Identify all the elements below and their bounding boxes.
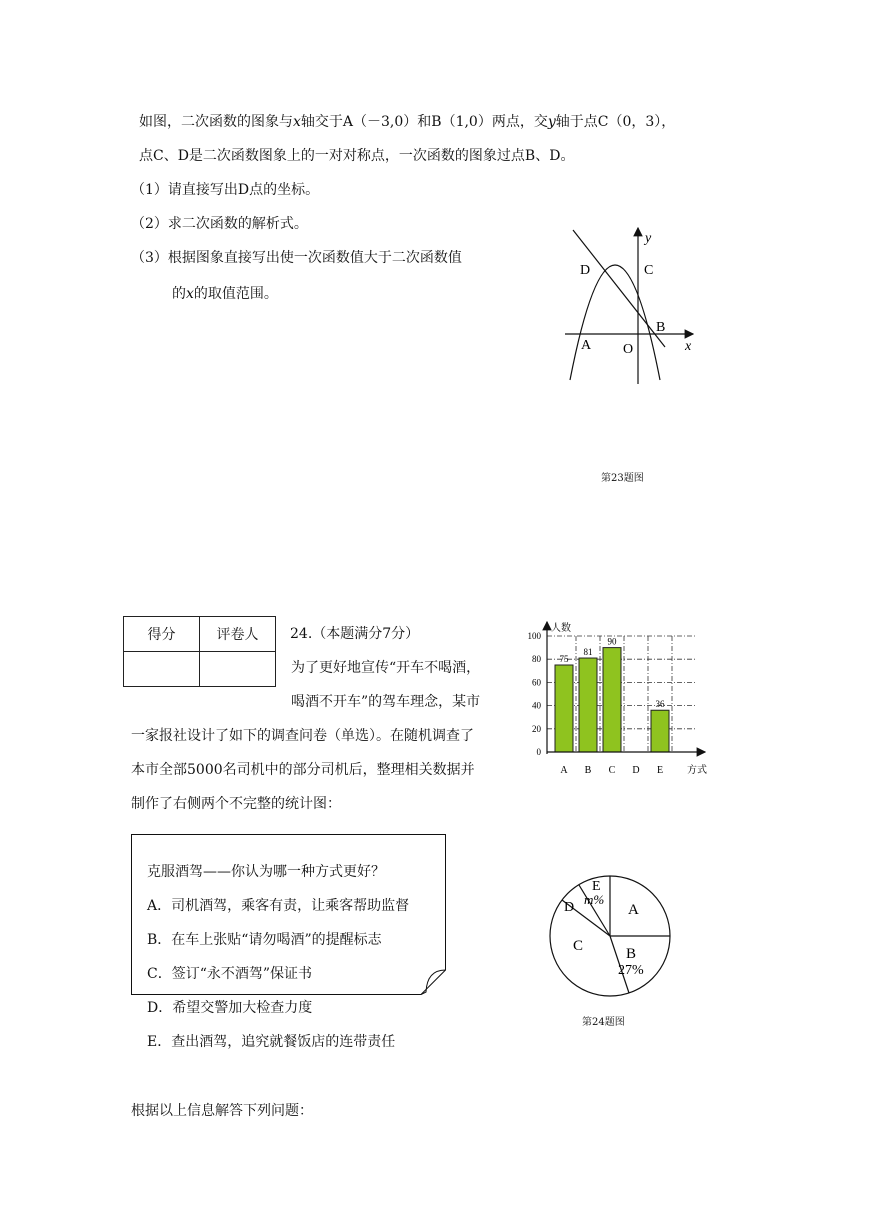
survey-option-c: C．签订“永不酒驾”保证书 bbox=[147, 966, 313, 982]
grader-header: 评卷人 bbox=[200, 617, 276, 652]
q23-label-C: C bbox=[644, 263, 654, 278]
bar-b bbox=[579, 658, 597, 752]
survey-option-b: B．在车上张贴“请勿喝酒”的提醒标志 bbox=[147, 932, 382, 948]
bar-value-label-c: 90 bbox=[607, 636, 617, 647]
bar-x-tick-label-a: A bbox=[560, 765, 568, 776]
bar-value-label-b: 81 bbox=[583, 647, 593, 658]
bar-x-tick-label-c: C bbox=[608, 765, 616, 776]
q24-closing: 根据以上信息解答下列问题： bbox=[131, 1103, 313, 1119]
q23-label-O: O bbox=[623, 342, 634, 357]
q23-caption: 第23题图 bbox=[601, 473, 644, 484]
q23-line1-post: 轴于点C（0，3）， bbox=[555, 114, 676, 130]
q23-x-var: x bbox=[293, 114, 301, 130]
bar-x-tick-label-d: D bbox=[632, 765, 640, 776]
q23-line1-pre: 如图，二次函数的图象与 bbox=[139, 114, 293, 130]
q23-part3-pre: 的 bbox=[172, 286, 186, 302]
bar-a bbox=[555, 665, 573, 752]
bar-e bbox=[651, 710, 669, 752]
bar-value-label-a: 75 bbox=[559, 654, 569, 664]
pie-label-b: B bbox=[626, 946, 637, 962]
survey-option-a: A．司机酒驾，乘客有责，让乘客帮助监督 bbox=[147, 898, 410, 914]
q24-intro-line3: 一家报社设计了如下的调查问卷（单选）。在随机调查了 bbox=[131, 728, 474, 744]
q23-part3-var: x bbox=[186, 286, 194, 302]
bar-y-tick-label: 100 bbox=[527, 631, 541, 641]
q23-line1 bbox=[139, 112, 675, 132]
grader-cell[interactable] bbox=[200, 652, 276, 687]
q23-label-y: y bbox=[645, 231, 652, 246]
q23-line2: 点C、D是二次函数图象上的一对对称点，一次函数的图象过点B、D。 bbox=[139, 148, 575, 164]
pie-chart bbox=[548, 874, 674, 1000]
pie-label-c: C bbox=[573, 938, 584, 954]
q23-part3-line2 bbox=[172, 284, 278, 304]
bar-y-tick-label: 0 bbox=[536, 747, 541, 757]
score-table bbox=[123, 616, 276, 687]
q23-part1: （1）请直接写出D点的坐标。 bbox=[131, 182, 320, 198]
q24-header: 24.（本题满分7分） bbox=[290, 626, 420, 642]
bar-x-label: 方式 bbox=[687, 765, 707, 776]
bar-x-tick-label-e: E bbox=[656, 765, 664, 776]
pie-text-e: m% bbox=[584, 892, 605, 907]
survey-title: 克服酒驾——你认为哪一种方式更好？ bbox=[147, 864, 385, 880]
bar-y-tick-label: 60 bbox=[532, 677, 541, 688]
bar-y-label: 人数 bbox=[551, 623, 571, 634]
q23-part3-post: 的取值范围。 bbox=[193, 286, 278, 302]
q23-line1-mid: 轴交于A（－3,0）和B（1,0）两点，交 bbox=[300, 114, 548, 130]
q23-label-D: D bbox=[580, 263, 591, 278]
q23-label-x: x bbox=[685, 339, 692, 354]
q24-intro-line1: 为了更好地宣传“开车不喝酒， bbox=[291, 660, 481, 676]
bar-chart bbox=[505, 616, 715, 782]
bar-x-tick-label-b: B bbox=[584, 765, 592, 776]
pie-label-d: D bbox=[564, 900, 575, 915]
q24-intro-line2: 喝酒不开车”的驾车理念，某市 bbox=[291, 694, 481, 710]
q23-label-A: A bbox=[581, 338, 592, 353]
bar-y-tick-label: 40 bbox=[532, 700, 541, 711]
q24-intro-line4: 本市全部5000名司机中的部分司机后，整理相关数据并 bbox=[131, 762, 475, 778]
survey-option-d: D．希望交警加大检查力度 bbox=[147, 1000, 313, 1016]
q23-figure bbox=[555, 222, 715, 392]
pie-label-e: E bbox=[592, 879, 601, 894]
bar-y-tick-label: 20 bbox=[532, 723, 541, 734]
pie-label-a: A bbox=[628, 902, 639, 918]
q24-caption: 第24题图 bbox=[582, 1017, 625, 1028]
q23-part2: （2）求二次函数的解析式。 bbox=[131, 216, 308, 232]
q24-intro-line5: 制作了右侧两个不完整的统计图： bbox=[131, 796, 341, 812]
q23-part3-line1: （3）根据图象直接写出使一次函数值大于二次函数值 bbox=[131, 250, 462, 266]
survey-option-e: E．查出酒驾，追究就餐饭店的连带责任 bbox=[147, 1034, 396, 1050]
score-cell[interactable] bbox=[124, 652, 200, 687]
q23-label-B: B bbox=[656, 320, 666, 335]
score-header: 得分 bbox=[124, 617, 200, 652]
pie-text-b: 27% bbox=[618, 963, 644, 978]
q23-linear-function bbox=[573, 230, 665, 347]
q23-parabola bbox=[570, 265, 660, 380]
bar-c bbox=[603, 648, 621, 752]
bar-value-label-e: 36 bbox=[655, 699, 665, 710]
bar-y-tick-label: 80 bbox=[532, 654, 541, 665]
q23-y-var: y bbox=[547, 114, 556, 130]
